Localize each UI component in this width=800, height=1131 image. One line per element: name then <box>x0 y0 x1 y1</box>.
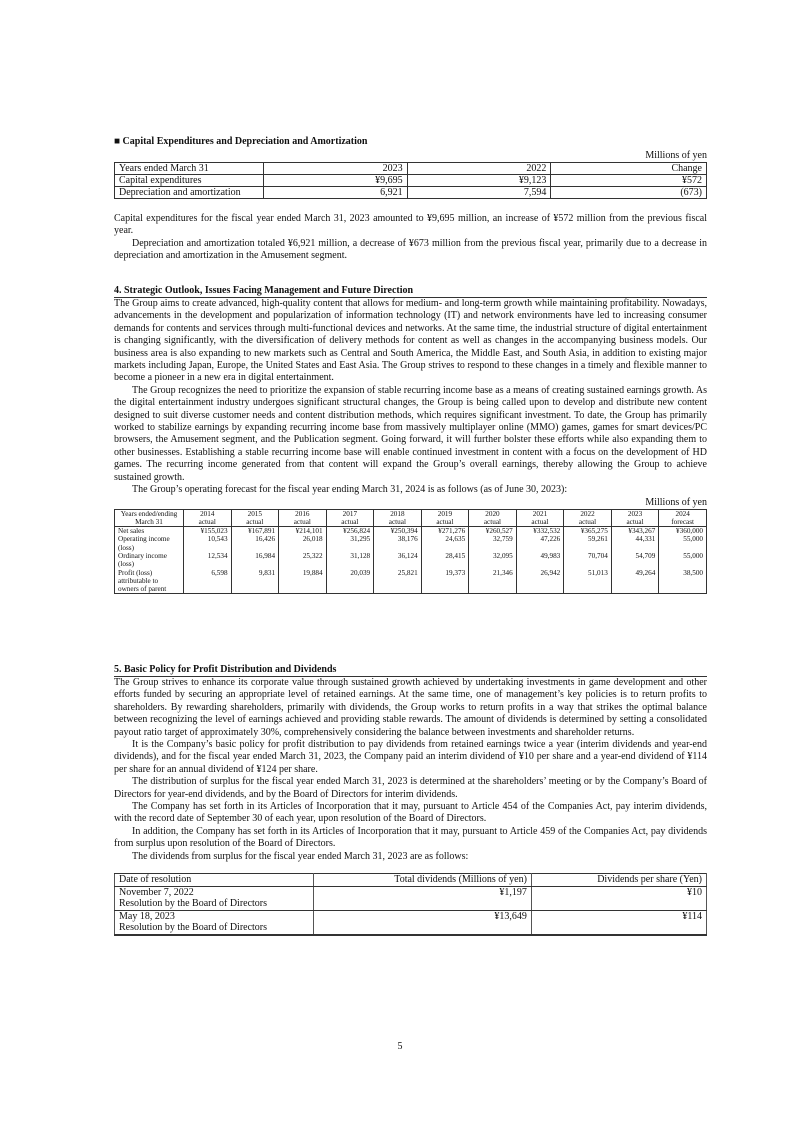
year-label: 2014 <box>200 509 215 518</box>
table-cell: 31,128 <box>326 552 374 569</box>
table-cell: Capital expenditures <box>115 175 264 187</box>
table-cell: 55,000 <box>659 535 707 552</box>
year-header <box>326 509 374 527</box>
table-cell: ¥13,649 <box>314 910 532 935</box>
outlook-paragraph-3: The Group’s operating forecast for the fiscal year ending March 31, 2024 is as follows (as of June 30, 2023): <box>132 484 568 496</box>
year-header <box>184 509 232 527</box>
table-cell: 51,013 <box>564 569 612 594</box>
table-cell: 26,018 <box>279 535 327 552</box>
year-label: 2024 <box>675 509 690 518</box>
year-kind: actual <box>246 517 264 526</box>
table-cell: 32,095 <box>469 552 517 569</box>
year-kind: actual <box>578 517 597 526</box>
table-cell: ¥9,123 <box>407 175 551 187</box>
dividends-paragraph-5: In addition, the Company has set forth in its Articles of Incorporation that it may, pursuant to Article 459 of the Companies Act, pay dividends from surplus upon resolution of the Board of Directors. <box>114 825 707 850</box>
table-row <box>115 175 707 187</box>
table-cell: 26,942 <box>516 569 564 594</box>
table-cell: ¥256,824 <box>326 527 374 536</box>
table-header-row <box>115 509 707 527</box>
table-cell: 32,759 <box>469 535 517 552</box>
table-cell: ¥155,023 <box>184 527 232 536</box>
table-cell <box>115 886 314 910</box>
table-cell: ¥214,101 <box>279 527 327 536</box>
year-label: 2022 <box>580 509 595 518</box>
table-cell: ¥167,891 <box>231 527 279 536</box>
table-cell: 55,000 <box>659 552 707 569</box>
table-cell: 19,373 <box>421 569 469 594</box>
table-header-cell: Date of resolution <box>115 874 314 887</box>
table-cell: ¥114 <box>531 910 706 935</box>
table-cell: 36,124 <box>374 552 422 569</box>
year-label: 2021 <box>532 509 548 518</box>
table-cell: 25,322 <box>279 552 327 569</box>
year-header <box>279 509 327 527</box>
year-label: 2016 <box>295 509 310 518</box>
dividends-paragraph-3: The distribution of surplus for the fiscal year ended March 31, 2023 is determined at the shareholders’ meeting or by the Company’s Board of Directors for year-end dividends, and by the Board of Directors for interim dividends. <box>114 776 707 800</box>
table-header-cell: Years ended March 31 <box>115 163 264 175</box>
capex-paragraph-2: Depreciation and amortization totaled ¥6,921 million, a decrease of ¥673 million from the previous fiscal year, primarily due to a decrease in depreciation and amortization in the Amusement segment. <box>114 237 707 262</box>
table-header-cell: Total dividends (Millions of yen) <box>314 874 532 887</box>
table-cell <box>115 910 314 935</box>
year-label: 2019 <box>437 509 453 518</box>
table-row <box>115 552 707 569</box>
table-cell: 24,635 <box>421 535 469 552</box>
year-label: 2018 <box>390 509 405 518</box>
capex-title: ■ Capital Expenditures and Depreciation and Amortization <box>114 136 368 147</box>
table-cell: 10,543 <box>184 535 232 552</box>
year-kind: actual <box>483 517 502 526</box>
table-cell: ¥271,276 <box>421 527 469 536</box>
table-cell: ¥9,695 <box>264 175 408 187</box>
table-cell: 38,500 <box>659 569 707 594</box>
table-header-row <box>115 163 707 175</box>
page-number: 5 <box>397 1041 403 1052</box>
table-cell: 38,176 <box>374 535 422 552</box>
table-cell: 54,709 <box>611 552 659 569</box>
year-header <box>421 509 469 527</box>
table-cell: 9,831 <box>231 569 279 594</box>
table-header-row <box>115 874 707 887</box>
capex-paragraph-1: Capital expenditures for the fiscal year ended March 31, 2023 amounted to ¥9,695 million, an increase of ¥572 million from the previous fiscal year. <box>114 213 707 237</box>
dividends-paragraph-2: It is the Company’s basic policy for profit distribution to pay dividends from retained earnings twice a year (interim dividends and year-end dividends), and for the fiscal year ended March 31, 2023, the Company paid an interim dividend of ¥10 per share and a year-end dividend of ¥114 per share for an annual dividend of ¥124 per share. <box>114 739 707 775</box>
forecast-table <box>114 509 707 595</box>
table-cell: 49,983 <box>516 552 564 569</box>
table-cell: ¥10 <box>531 886 706 910</box>
outlook-paragraph-1: The Group aims to create advanced, high-quality content that allows for medium- and long-term growth while maintaining profitability. Nowadays, advancements in the development and popularization of information technology (IT) and network environments have led to increasing consumer demands for contents and services through multi-functional devices and networks. At the same time, the industrial structure of digital entertainment is changing significantly, with the diversification of delivery methods for content as well as changes in the accompanying business models. Our business area is also expanding to new markets such as Central and South America, the Middle East, and South Asia, in addition to existing major markets including Japan, Europe, the United States and East Asia. The Group strives to respond to these changes in a timely and flexible manner to become a pioneer in a new era in digital entertainment. <box>114 298 707 384</box>
forecast-unit: Millions of yen <box>645 496 707 508</box>
year-label: 2020 <box>485 509 500 518</box>
resolution-date: November 7, 2022 <box>119 886 194 898</box>
outlook-paragraph-2: The Group recognizes the need to prioritize the expansion of stable recurring income base as a means of creating sustained earnings growth. As the digital entertainment industry undergoes significant structural changes, the Group is being called upon to develop and distribute new content designed to suit diverse customer needs and content distribution methods, which requires significant investment. To date, the Group has primarily worked to stabilize earnings by expanding recurring income base from massively multiplayer online (MMO) games, games for smart devices/PC browsers, the Amusement segment, and the Publication segment. Going forward, it will further bolster these efforts while also expanding them to other businesses. Establishing a stable recurring income base will enable continued investment in content with a focus on the development of HD games. The recurring income generated from that content will expand the Group’s overall earnings, thereby allowing the Group to achieve sustained growth. <box>114 384 707 483</box>
table-cell: 47,226 <box>516 535 564 552</box>
table-cell: 7,594 <box>407 187 551 199</box>
year-header <box>469 509 517 527</box>
year-kind: actual <box>626 517 644 526</box>
table-cell: (673) <box>551 187 707 199</box>
row-label: Operating income (loss) <box>115 535 184 552</box>
dividends-paragraph-1: The Group strives to enhance its corporate value through sustained growth achieved by undertaking investments in game development and other efforts funded by securing an appropriate level of retained earnings. At the same time, one of management’s key policies is to return profits to shareholders. By rewarding shareholders, primarily with dividends, the Group works to return profits in a way that strikes the optimal balance between recognizing the level of earnings achieved and providing stable rewards. The amount of dividends is determined by setting a consolidated payout ratio target of approximately 30%, comprehensively considering the balance between investments and shareholder returns. <box>114 677 707 738</box>
year-header <box>516 509 564 527</box>
year-kind: actual <box>198 517 216 526</box>
capex-unit: Millions of yen <box>645 150 707 161</box>
table-cell: 21,346 <box>469 569 517 594</box>
year-header <box>231 509 279 527</box>
resolution-body: Resolution by the Board of Directors <box>119 898 268 910</box>
table-cell: ¥332,532 <box>516 527 564 536</box>
resolution-body: Resolution by the Board of Directors <box>119 922 268 934</box>
table-row <box>115 527 707 536</box>
table-row <box>115 569 707 594</box>
table-cell: ¥365,275 <box>564 527 612 536</box>
capex-table <box>114 162 707 199</box>
table-cell: 28,415 <box>421 552 469 569</box>
year-header <box>659 509 707 527</box>
dividends-table <box>114 873 707 936</box>
table-cell: ¥343,267 <box>611 527 659 536</box>
dividends-section <box>114 664 707 936</box>
table-cell: 59,261 <box>564 535 612 552</box>
row-label: Net sales <box>115 527 184 536</box>
year-kind: actual <box>531 517 549 526</box>
table-cell: 70,704 <box>564 552 612 569</box>
table-cell: 19,884 <box>279 569 327 594</box>
table-cell: 31,295 <box>326 535 374 552</box>
table-header-cell: Change <box>551 163 707 175</box>
table-cell: Depreciation and amortization <box>115 187 264 199</box>
year-header <box>374 509 422 527</box>
table-header-cell: 2022 <box>407 163 551 175</box>
table-header-cell: Dividends per share (Yen) <box>531 874 706 887</box>
resolution-date: May 18, 2023 <box>119 910 175 922</box>
table-cell: 20,039 <box>326 569 374 594</box>
table-cell: ¥572 <box>551 175 707 187</box>
year-kind: actual <box>436 517 454 526</box>
table-row <box>115 187 707 199</box>
year-label: 2023 <box>627 509 643 518</box>
table-row <box>115 910 707 935</box>
table-cell: ¥1,197 <box>314 886 532 910</box>
table-row <box>115 535 707 552</box>
table-row <box>115 886 707 910</box>
outlook-section <box>114 285 707 594</box>
year-kind: actual <box>341 517 359 526</box>
table-cell: 6,598 <box>184 569 232 594</box>
dividends-paragraph-4: The Company has set forth in its Articles of Incorporation that it may, pursuant to Article 454 of the Companies Act, pay interim dividends, with the record date of September 30 of each year, upon resolution of the Board of Directors. <box>114 801 707 825</box>
dividends-title: 5. Basic Policy for Profit Distribution and Dividends <box>114 664 707 677</box>
table-cell: 16,426 <box>231 535 279 552</box>
year-label: 2015 <box>247 509 262 518</box>
row-label: Ordinary income (loss) <box>115 552 184 569</box>
year-kind: actual <box>293 517 311 526</box>
outlook-title: 4. Strategic Outlook, Issues Facing Management and Future Direction <box>114 285 707 298</box>
table-cell: 44,331 <box>611 535 659 552</box>
table-cell: ¥250,394 <box>374 527 422 536</box>
table-cell: 25,821 <box>374 569 422 594</box>
capex-section <box>114 136 707 263</box>
year-label: 2017 <box>342 509 358 518</box>
row-label: Profit (loss) attributable to owners of parent <box>115 569 184 594</box>
table-cell: ¥360,000 <box>659 527 707 536</box>
table-cell: 49,264 <box>611 569 659 594</box>
dividends-paragraph-6: The dividends from surplus for the fiscal year ended March 31, 2023 are as follows: <box>132 850 469 862</box>
year-kind: forecast <box>671 517 695 526</box>
year-header <box>611 509 659 527</box>
table-cell: 12,534 <box>184 552 232 569</box>
year-kind: actual <box>388 517 406 526</box>
table-header-cell: Years ended/ending March 31 <box>115 509 184 527</box>
table-cell: ¥260,527 <box>469 527 517 536</box>
table-header-cell: 2023 <box>264 163 408 175</box>
table-cell: 6,921 <box>264 187 408 199</box>
year-header <box>564 509 612 527</box>
table-cell: 16,984 <box>231 552 279 569</box>
